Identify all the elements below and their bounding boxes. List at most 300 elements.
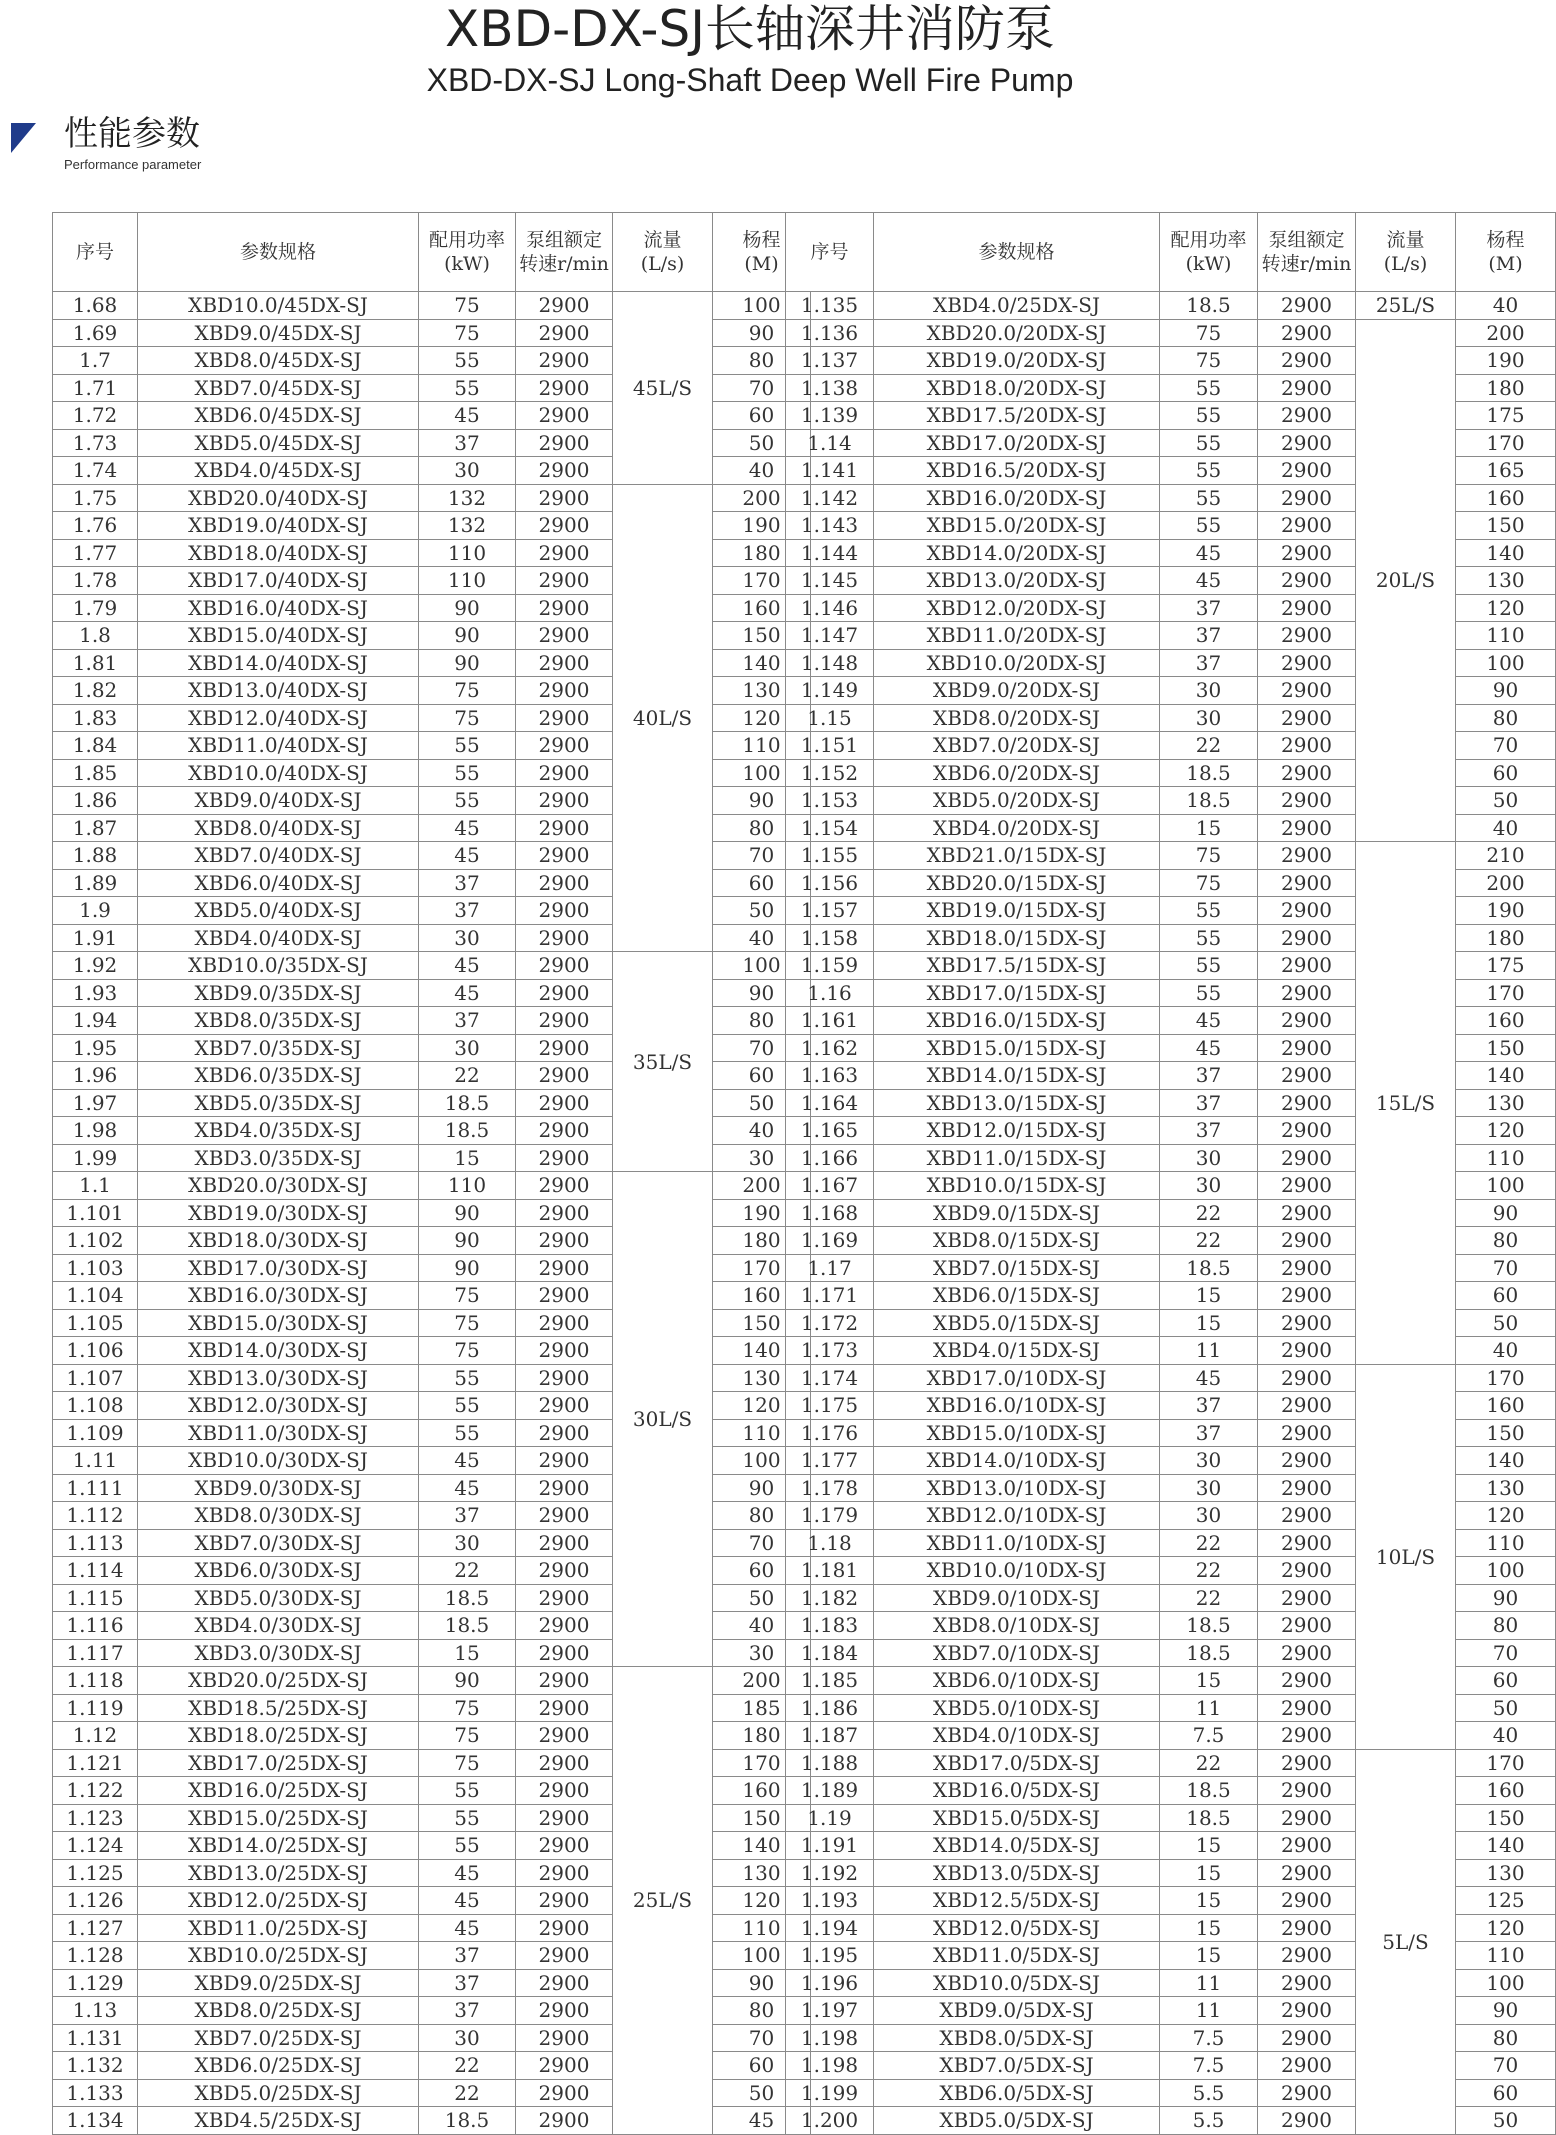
cell-speed: 2900 bbox=[1258, 539, 1356, 567]
cell-speed: 2900 bbox=[1258, 1172, 1356, 1200]
cell-power: 18.5 bbox=[1160, 1639, 1258, 1667]
cell-no: 1.163 bbox=[786, 1062, 874, 1090]
cell-model: XBD15.0/25DX-SJ bbox=[138, 1804, 419, 1832]
cell-power: 5.5 bbox=[1160, 2107, 1258, 2135]
cell-speed: 2900 bbox=[516, 457, 613, 485]
cell-speed: 2900 bbox=[516, 2079, 613, 2107]
cell-head: 120 bbox=[1456, 594, 1556, 622]
cell-model: XBD14.0/25DX-SJ bbox=[138, 1832, 419, 1860]
cell-no: 1.115 bbox=[53, 1584, 138, 1612]
cell-power: 15 bbox=[1160, 1309, 1258, 1337]
cell-head: 60 bbox=[713, 869, 811, 897]
cell-speed: 2900 bbox=[516, 1364, 613, 1392]
cell-speed: 2900 bbox=[1258, 1117, 1356, 1145]
cell-power: 22 bbox=[419, 2052, 516, 2080]
cell-head: 90 bbox=[1456, 1199, 1556, 1227]
cell-model: XBD3.0/30DX-SJ bbox=[138, 1639, 419, 1667]
cell-head: 50 bbox=[1456, 1694, 1556, 1722]
cell-no: 1.119 bbox=[53, 1694, 138, 1722]
cell-speed: 2900 bbox=[516, 1859, 613, 1887]
cell-no: 1.68 bbox=[53, 292, 138, 320]
cell-power: 18.5 bbox=[1160, 759, 1258, 787]
section-subtitle: Performance parameter bbox=[64, 157, 202, 172]
table-header-row bbox=[786, 213, 1556, 292]
cell-speed: 2900 bbox=[516, 1282, 613, 1310]
cell-model: XBD7.0/40DX-SJ bbox=[138, 842, 419, 870]
cell-model: XBD15.0/15DX-SJ bbox=[874, 1034, 1160, 1062]
cell-power: 55 bbox=[419, 1364, 516, 1392]
cell-model: XBD9.0/15DX-SJ bbox=[874, 1199, 1160, 1227]
cell-power: 22 bbox=[1160, 1227, 1258, 1255]
cell-no: 1.174 bbox=[786, 1364, 874, 1392]
cell-model: XBD6.0/5DX-SJ bbox=[874, 2079, 1160, 2107]
cell-speed: 2900 bbox=[1258, 732, 1356, 760]
cell-speed: 2900 bbox=[1258, 1832, 1356, 1860]
cell-model: XBD13.0/25DX-SJ bbox=[138, 1859, 419, 1887]
cell-head: 40 bbox=[1456, 1722, 1556, 1750]
cell-head: 110 bbox=[1456, 622, 1556, 650]
cell-speed: 2900 bbox=[1258, 319, 1356, 347]
table-row bbox=[53, 1172, 811, 1200]
cell-head: 100 bbox=[1456, 649, 1556, 677]
cell-speed: 2900 bbox=[516, 979, 613, 1007]
cell-no: 1.129 bbox=[53, 1969, 138, 1997]
cell-no: 1.196 bbox=[786, 1969, 874, 1997]
cell-model: XBD3.0/35DX-SJ bbox=[138, 1144, 419, 1172]
cell-no: 1.175 bbox=[786, 1392, 874, 1420]
cell-speed: 2900 bbox=[1258, 1639, 1356, 1667]
cell-model: XBD6.0/15DX-SJ bbox=[874, 1282, 1160, 1310]
cell-speed: 2900 bbox=[1258, 374, 1356, 402]
cell-head: 50 bbox=[1456, 2107, 1556, 2135]
cell-head: 60 bbox=[713, 402, 811, 430]
cell-head: 100 bbox=[1456, 1969, 1556, 1997]
cell-model: XBD14.0/15DX-SJ bbox=[874, 1062, 1160, 1090]
cell-model: XBD14.0/20DX-SJ bbox=[874, 539, 1160, 567]
cell-no: 1.156 bbox=[786, 869, 874, 897]
cell-no: 1.193 bbox=[786, 1887, 874, 1915]
cell-no: 1.146 bbox=[786, 594, 874, 622]
cell-no: 1.137 bbox=[786, 347, 874, 375]
cell-speed: 2900 bbox=[516, 1584, 613, 1612]
cell-power: 55 bbox=[1160, 429, 1258, 457]
cell-power: 18.5 bbox=[1160, 1254, 1258, 1282]
table-row bbox=[786, 1364, 1556, 1392]
cell-no: 1.159 bbox=[786, 952, 874, 980]
cell-power: 22 bbox=[1160, 1529, 1258, 1557]
col-header-power: 配用功率 (kW) bbox=[419, 213, 516, 292]
cell-model: XBD4.0/20DX-SJ bbox=[874, 814, 1160, 842]
cell-power: 15 bbox=[1160, 1282, 1258, 1310]
cell-power: 55 bbox=[1160, 374, 1258, 402]
cell-model: XBD16.5/20DX-SJ bbox=[874, 457, 1160, 485]
cell-speed: 2900 bbox=[1258, 1502, 1356, 1530]
cell-speed: 2900 bbox=[1258, 1337, 1356, 1365]
cell-model: XBD12.0/30DX-SJ bbox=[138, 1392, 419, 1420]
cell-power: 18.5 bbox=[1160, 292, 1258, 320]
cell-no: 1.97 bbox=[53, 1089, 138, 1117]
cell-model: XBD13.0/15DX-SJ bbox=[874, 1089, 1160, 1117]
cell-head: 80 bbox=[713, 1502, 811, 1530]
cell-speed: 2900 bbox=[516, 1034, 613, 1062]
cell-no: 1.102 bbox=[53, 1227, 138, 1255]
cell-power: 55 bbox=[1160, 952, 1258, 980]
cell-model: XBD12.0/5DX-SJ bbox=[874, 1914, 1160, 1942]
cell-model: XBD5.0/15DX-SJ bbox=[874, 1309, 1160, 1337]
cell-model: XBD8.0/35DX-SJ bbox=[138, 1007, 419, 1035]
cell-power: 75 bbox=[419, 1694, 516, 1722]
cell-model: XBD15.0/20DX-SJ bbox=[874, 512, 1160, 540]
cell-speed: 2900 bbox=[1258, 402, 1356, 430]
cell-power: 22 bbox=[419, 1062, 516, 1090]
cell-power: 75 bbox=[419, 292, 516, 320]
cell-speed: 2900 bbox=[516, 1447, 613, 1475]
cell-no: 1.191 bbox=[786, 1832, 874, 1860]
col-header-model: 参数规格 bbox=[138, 213, 419, 292]
cell-no: 1.82 bbox=[53, 677, 138, 705]
cell-head: 60 bbox=[1456, 1282, 1556, 1310]
cell-power: 75 bbox=[1160, 869, 1258, 897]
cell-speed: 2900 bbox=[516, 814, 613, 842]
cell-power: 30 bbox=[1160, 1502, 1258, 1530]
cell-speed: 2900 bbox=[1258, 1062, 1356, 1090]
cell-model: XBD20.0/40DX-SJ bbox=[138, 484, 419, 512]
cell-power: 30 bbox=[1160, 1144, 1258, 1172]
cell-no: 1.192 bbox=[786, 1859, 874, 1887]
cell-speed: 2900 bbox=[516, 1722, 613, 1750]
cell-model: XBD17.0/15DX-SJ bbox=[874, 979, 1160, 1007]
cell-speed: 2900 bbox=[516, 539, 613, 567]
cell-head: 140 bbox=[713, 1337, 811, 1365]
cell-head: 130 bbox=[713, 1364, 811, 1392]
cell-model: XBD14.0/40DX-SJ bbox=[138, 649, 419, 677]
cell-model: XBD8.0/10DX-SJ bbox=[874, 1612, 1160, 1640]
cell-speed: 2900 bbox=[516, 2107, 613, 2135]
cell-head: 60 bbox=[713, 1062, 811, 1090]
cell-head: 40 bbox=[1456, 292, 1556, 320]
cell-power: 75 bbox=[419, 677, 516, 705]
cell-speed: 2900 bbox=[1258, 1859, 1356, 1887]
cell-head: 160 bbox=[1456, 1392, 1556, 1420]
cell-speed: 2900 bbox=[1258, 1364, 1356, 1392]
cell-no: 1.11 bbox=[53, 1447, 138, 1475]
cell-model: XBD12.0/20DX-SJ bbox=[874, 594, 1160, 622]
col-header-speed: 泵组额定 转速r/min bbox=[516, 213, 613, 292]
col-header-head: 杨程 (M) bbox=[713, 213, 811, 292]
cell-head: 90 bbox=[713, 319, 811, 347]
cell-no: 1.71 bbox=[53, 374, 138, 402]
cell-speed: 2900 bbox=[516, 649, 613, 677]
cell-power: 55 bbox=[1160, 402, 1258, 430]
cell-head: 130 bbox=[1456, 1474, 1556, 1502]
cell-no: 1.200 bbox=[786, 2107, 874, 2135]
cell-no: 1.131 bbox=[53, 2024, 138, 2052]
cell-head: 150 bbox=[1456, 512, 1556, 540]
cell-no: 1.15 bbox=[786, 704, 874, 732]
cell-head: 110 bbox=[713, 732, 811, 760]
cell-model: XBD6.0/10DX-SJ bbox=[874, 1667, 1160, 1695]
cell-power: 55 bbox=[419, 1419, 516, 1447]
cell-no: 1.83 bbox=[53, 704, 138, 732]
cell-model: XBD6.0/20DX-SJ bbox=[874, 759, 1160, 787]
cell-no: 1.152 bbox=[786, 759, 874, 787]
cell-head: 150 bbox=[713, 1804, 811, 1832]
page-subtitle: XBD-DX-SJ Long-Shaft Deep Well Fire Pump bbox=[426, 62, 1074, 98]
cell-head: 90 bbox=[713, 1969, 811, 1997]
cell-speed: 2900 bbox=[516, 1144, 613, 1172]
cell-no: 1.117 bbox=[53, 1639, 138, 1667]
cell-power: 37 bbox=[419, 1007, 516, 1035]
cell-power: 15 bbox=[1160, 1859, 1258, 1887]
cell-power: 55 bbox=[419, 759, 516, 787]
cell-model: XBD10.0/10DX-SJ bbox=[874, 1557, 1160, 1585]
cell-head: 185 bbox=[713, 1694, 811, 1722]
cell-model: XBD5.0/35DX-SJ bbox=[138, 1089, 419, 1117]
cell-speed: 2900 bbox=[1258, 2079, 1356, 2107]
cell-model: XBD11.0/20DX-SJ bbox=[874, 622, 1160, 650]
cell-speed: 2900 bbox=[1258, 1612, 1356, 1640]
cell-power: 18.5 bbox=[419, 1612, 516, 1640]
cell-no: 1.9 bbox=[53, 897, 138, 925]
cell-head: 50 bbox=[713, 1089, 811, 1117]
cell-no: 1.106 bbox=[53, 1337, 138, 1365]
cell-model: XBD17.5/20DX-SJ bbox=[874, 402, 1160, 430]
col-header-speed: 泵组额定 转速r/min bbox=[1258, 213, 1356, 292]
table-row bbox=[786, 1749, 1556, 1777]
cell-model: XBD10.0/30DX-SJ bbox=[138, 1447, 419, 1475]
cell-speed: 2900 bbox=[516, 2024, 613, 2052]
cell-no: 1.143 bbox=[786, 512, 874, 540]
cell-model: XBD16.0/20DX-SJ bbox=[874, 484, 1160, 512]
cell-power: 90 bbox=[419, 594, 516, 622]
cell-no: 1.99 bbox=[53, 1144, 138, 1172]
cell-speed: 2900 bbox=[1258, 1282, 1356, 1310]
cell-model: XBD9.0/45DX-SJ bbox=[138, 319, 419, 347]
cell-power: 15 bbox=[1160, 1667, 1258, 1695]
cell-power: 37 bbox=[419, 1502, 516, 1530]
cell-model: XBD8.0/5DX-SJ bbox=[874, 2024, 1160, 2052]
cell-power: 75 bbox=[1160, 319, 1258, 347]
cell-speed: 2900 bbox=[1258, 429, 1356, 457]
cell-no: 1.101 bbox=[53, 1199, 138, 1227]
cell-speed: 2900 bbox=[516, 1557, 613, 1585]
cell-power: 18.5 bbox=[419, 1584, 516, 1612]
cell-head: 120 bbox=[713, 1392, 811, 1420]
cell-model: XBD18.0/15DX-SJ bbox=[874, 924, 1160, 952]
cell-model: XBD16.0/10DX-SJ bbox=[874, 1392, 1160, 1420]
cell-model: XBD10.0/20DX-SJ bbox=[874, 649, 1160, 677]
cell-power: 22 bbox=[1160, 1557, 1258, 1585]
cell-speed: 2900 bbox=[1258, 1529, 1356, 1557]
cell-no: 1.144 bbox=[786, 539, 874, 567]
cell-head: 180 bbox=[713, 1722, 811, 1750]
cell-model: XBD11.0/30DX-SJ bbox=[138, 1419, 419, 1447]
cell-speed: 2900 bbox=[1258, 1667, 1356, 1695]
cell-model: XBD15.0/5DX-SJ bbox=[874, 1804, 1160, 1832]
cell-power: 22 bbox=[1160, 1199, 1258, 1227]
cell-head: 40 bbox=[713, 1612, 811, 1640]
cell-head: 80 bbox=[713, 814, 811, 842]
cell-head: 140 bbox=[1456, 1447, 1556, 1475]
cell-model: XBD20.0/20DX-SJ bbox=[874, 319, 1160, 347]
cell-head: 120 bbox=[713, 704, 811, 732]
cell-speed: 2900 bbox=[516, 1199, 613, 1227]
cell-head: 190 bbox=[713, 1199, 811, 1227]
cell-speed: 2900 bbox=[516, 787, 613, 815]
cell-no: 1.17 bbox=[786, 1254, 874, 1282]
cell-model: XBD5.0/20DX-SJ bbox=[874, 787, 1160, 815]
cell-head: 80 bbox=[1456, 1227, 1556, 1255]
table-row bbox=[786, 842, 1556, 870]
cell-model: XBD19.0/15DX-SJ bbox=[874, 897, 1160, 925]
cell-model: XBD7.0/25DX-SJ bbox=[138, 2024, 419, 2052]
cell-speed: 2900 bbox=[1258, 704, 1356, 732]
cell-model: XBD11.0/15DX-SJ bbox=[874, 1144, 1160, 1172]
cell-speed: 2900 bbox=[1258, 1887, 1356, 1915]
cell-model: XBD11.0/10DX-SJ bbox=[874, 1529, 1160, 1557]
cell-speed: 2900 bbox=[516, 1529, 613, 1557]
cell-model: XBD16.0/15DX-SJ bbox=[874, 1007, 1160, 1035]
cell-no: 1.109 bbox=[53, 1419, 138, 1447]
cell-head: 90 bbox=[713, 1474, 811, 1502]
cell-speed: 2900 bbox=[516, 1309, 613, 1337]
cell-flow-group: 25L/S bbox=[613, 1667, 713, 2135]
cell-power: 30 bbox=[1160, 677, 1258, 705]
cell-no: 1.91 bbox=[53, 924, 138, 952]
cell-speed: 2900 bbox=[1258, 1392, 1356, 1420]
cell-head: 120 bbox=[1456, 1502, 1556, 1530]
cell-head: 170 bbox=[1456, 429, 1556, 457]
cell-head: 170 bbox=[713, 567, 811, 595]
cell-power: 90 bbox=[419, 1254, 516, 1282]
cell-no: 1.148 bbox=[786, 649, 874, 677]
table-row bbox=[53, 292, 811, 320]
page-title: XBD-DX-SJ长轴深井消防泵 bbox=[445, 0, 1055, 58]
table-row bbox=[53, 484, 811, 512]
cell-power: 37 bbox=[419, 869, 516, 897]
cell-no: 1.168 bbox=[786, 1199, 874, 1227]
cell-speed: 2900 bbox=[516, 1832, 613, 1860]
cell-head: 80 bbox=[713, 347, 811, 375]
table-row bbox=[786, 292, 1556, 320]
cell-power: 110 bbox=[419, 539, 516, 567]
cell-model: XBD14.0/30DX-SJ bbox=[138, 1337, 419, 1365]
cell-speed: 2900 bbox=[1258, 512, 1356, 540]
cell-flow-group: 10L/S bbox=[1356, 1364, 1456, 1749]
cell-model: XBD10.0/25DX-SJ bbox=[138, 1942, 419, 1970]
cell-speed: 2900 bbox=[516, 512, 613, 540]
cell-power: 15 bbox=[1160, 1832, 1258, 1860]
cell-power: 90 bbox=[419, 649, 516, 677]
cell-model: XBD8.0/20DX-SJ bbox=[874, 704, 1160, 732]
cell-head: 210 bbox=[1456, 842, 1556, 870]
cell-no: 1.134 bbox=[53, 2107, 138, 2135]
cell-power: 18.5 bbox=[1160, 1612, 1258, 1640]
cell-model: XBD6.0/30DX-SJ bbox=[138, 1557, 419, 1585]
cell-flow-group: 5L/S bbox=[1356, 1749, 1456, 2134]
cell-head: 120 bbox=[713, 1887, 811, 1915]
cell-speed: 2900 bbox=[1258, 814, 1356, 842]
cell-flow-group: 45L/S bbox=[613, 292, 713, 485]
cell-head: 180 bbox=[713, 539, 811, 567]
cell-model: XBD13.0/30DX-SJ bbox=[138, 1364, 419, 1392]
performance-table-left bbox=[52, 212, 811, 2135]
cell-speed: 2900 bbox=[516, 1337, 613, 1365]
cell-no: 1.13 bbox=[53, 1997, 138, 2025]
cell-no: 1.158 bbox=[786, 924, 874, 952]
cell-model: XBD7.0/15DX-SJ bbox=[874, 1254, 1160, 1282]
cell-power: 37 bbox=[419, 429, 516, 457]
cell-speed: 2900 bbox=[1258, 677, 1356, 705]
cell-no: 1.72 bbox=[53, 402, 138, 430]
cell-head: 130 bbox=[1456, 1859, 1556, 1887]
cell-power: 75 bbox=[419, 1749, 516, 1777]
cell-no: 1.74 bbox=[53, 457, 138, 485]
cell-model: XBD10.0/35DX-SJ bbox=[138, 952, 419, 980]
cell-head: 40 bbox=[713, 1117, 811, 1145]
cell-model: XBD10.0/5DX-SJ bbox=[874, 1969, 1160, 1997]
cell-no: 1.182 bbox=[786, 1584, 874, 1612]
cell-head: 30 bbox=[713, 1144, 811, 1172]
cell-head: 160 bbox=[1456, 484, 1556, 512]
cell-no: 1.172 bbox=[786, 1309, 874, 1337]
cell-no: 1.177 bbox=[786, 1447, 874, 1475]
cell-power: 55 bbox=[419, 1392, 516, 1420]
cell-speed: 2900 bbox=[516, 429, 613, 457]
cell-power: 5.5 bbox=[1160, 2079, 1258, 2107]
cell-power: 55 bbox=[419, 1832, 516, 1860]
cell-model: XBD4.0/45DX-SJ bbox=[138, 457, 419, 485]
cell-head: 70 bbox=[1456, 1639, 1556, 1667]
cell-model: XBD14.0/10DX-SJ bbox=[874, 1447, 1160, 1475]
cell-model: XBD21.0/15DX-SJ bbox=[874, 842, 1160, 870]
cell-model: XBD12.0/40DX-SJ bbox=[138, 704, 419, 732]
cell-no: 1.7 bbox=[53, 347, 138, 375]
cell-head: 45 bbox=[713, 2107, 811, 2135]
cell-model: XBD13.0/10DX-SJ bbox=[874, 1474, 1160, 1502]
cell-power: 7.5 bbox=[1160, 2024, 1258, 2052]
cell-head: 60 bbox=[1456, 2079, 1556, 2107]
cell-speed: 2900 bbox=[1258, 897, 1356, 925]
cell-speed: 2900 bbox=[516, 374, 613, 402]
cell-head: 100 bbox=[713, 952, 811, 980]
cell-no: 1.126 bbox=[53, 1887, 138, 1915]
cell-no: 1.12 bbox=[53, 1722, 138, 1750]
cell-speed: 2900 bbox=[516, 1914, 613, 1942]
cell-head: 170 bbox=[1456, 979, 1556, 1007]
cell-head: 90 bbox=[1456, 677, 1556, 705]
cell-model: XBD13.0/5DX-SJ bbox=[874, 1859, 1160, 1887]
cell-no: 1.116 bbox=[53, 1612, 138, 1640]
cell-power: 45 bbox=[1160, 567, 1258, 595]
cell-power: 90 bbox=[419, 622, 516, 650]
cell-speed: 2900 bbox=[516, 594, 613, 622]
cell-power: 45 bbox=[1160, 539, 1258, 567]
cell-no: 1.14 bbox=[786, 429, 874, 457]
table-row bbox=[53, 1667, 811, 1695]
cell-model: XBD20.0/30DX-SJ bbox=[138, 1172, 419, 1200]
cell-power: 30 bbox=[419, 2024, 516, 2052]
cell-speed: 2900 bbox=[516, 1694, 613, 1722]
cell-speed: 2900 bbox=[1258, 567, 1356, 595]
cell-no: 1.96 bbox=[53, 1062, 138, 1090]
cell-power: 37 bbox=[419, 1942, 516, 1970]
cell-head: 110 bbox=[713, 1419, 811, 1447]
cell-no: 1.147 bbox=[786, 622, 874, 650]
cell-no: 1.166 bbox=[786, 1144, 874, 1172]
cell-head: 110 bbox=[713, 1914, 811, 1942]
cell-power: 30 bbox=[1160, 1172, 1258, 1200]
